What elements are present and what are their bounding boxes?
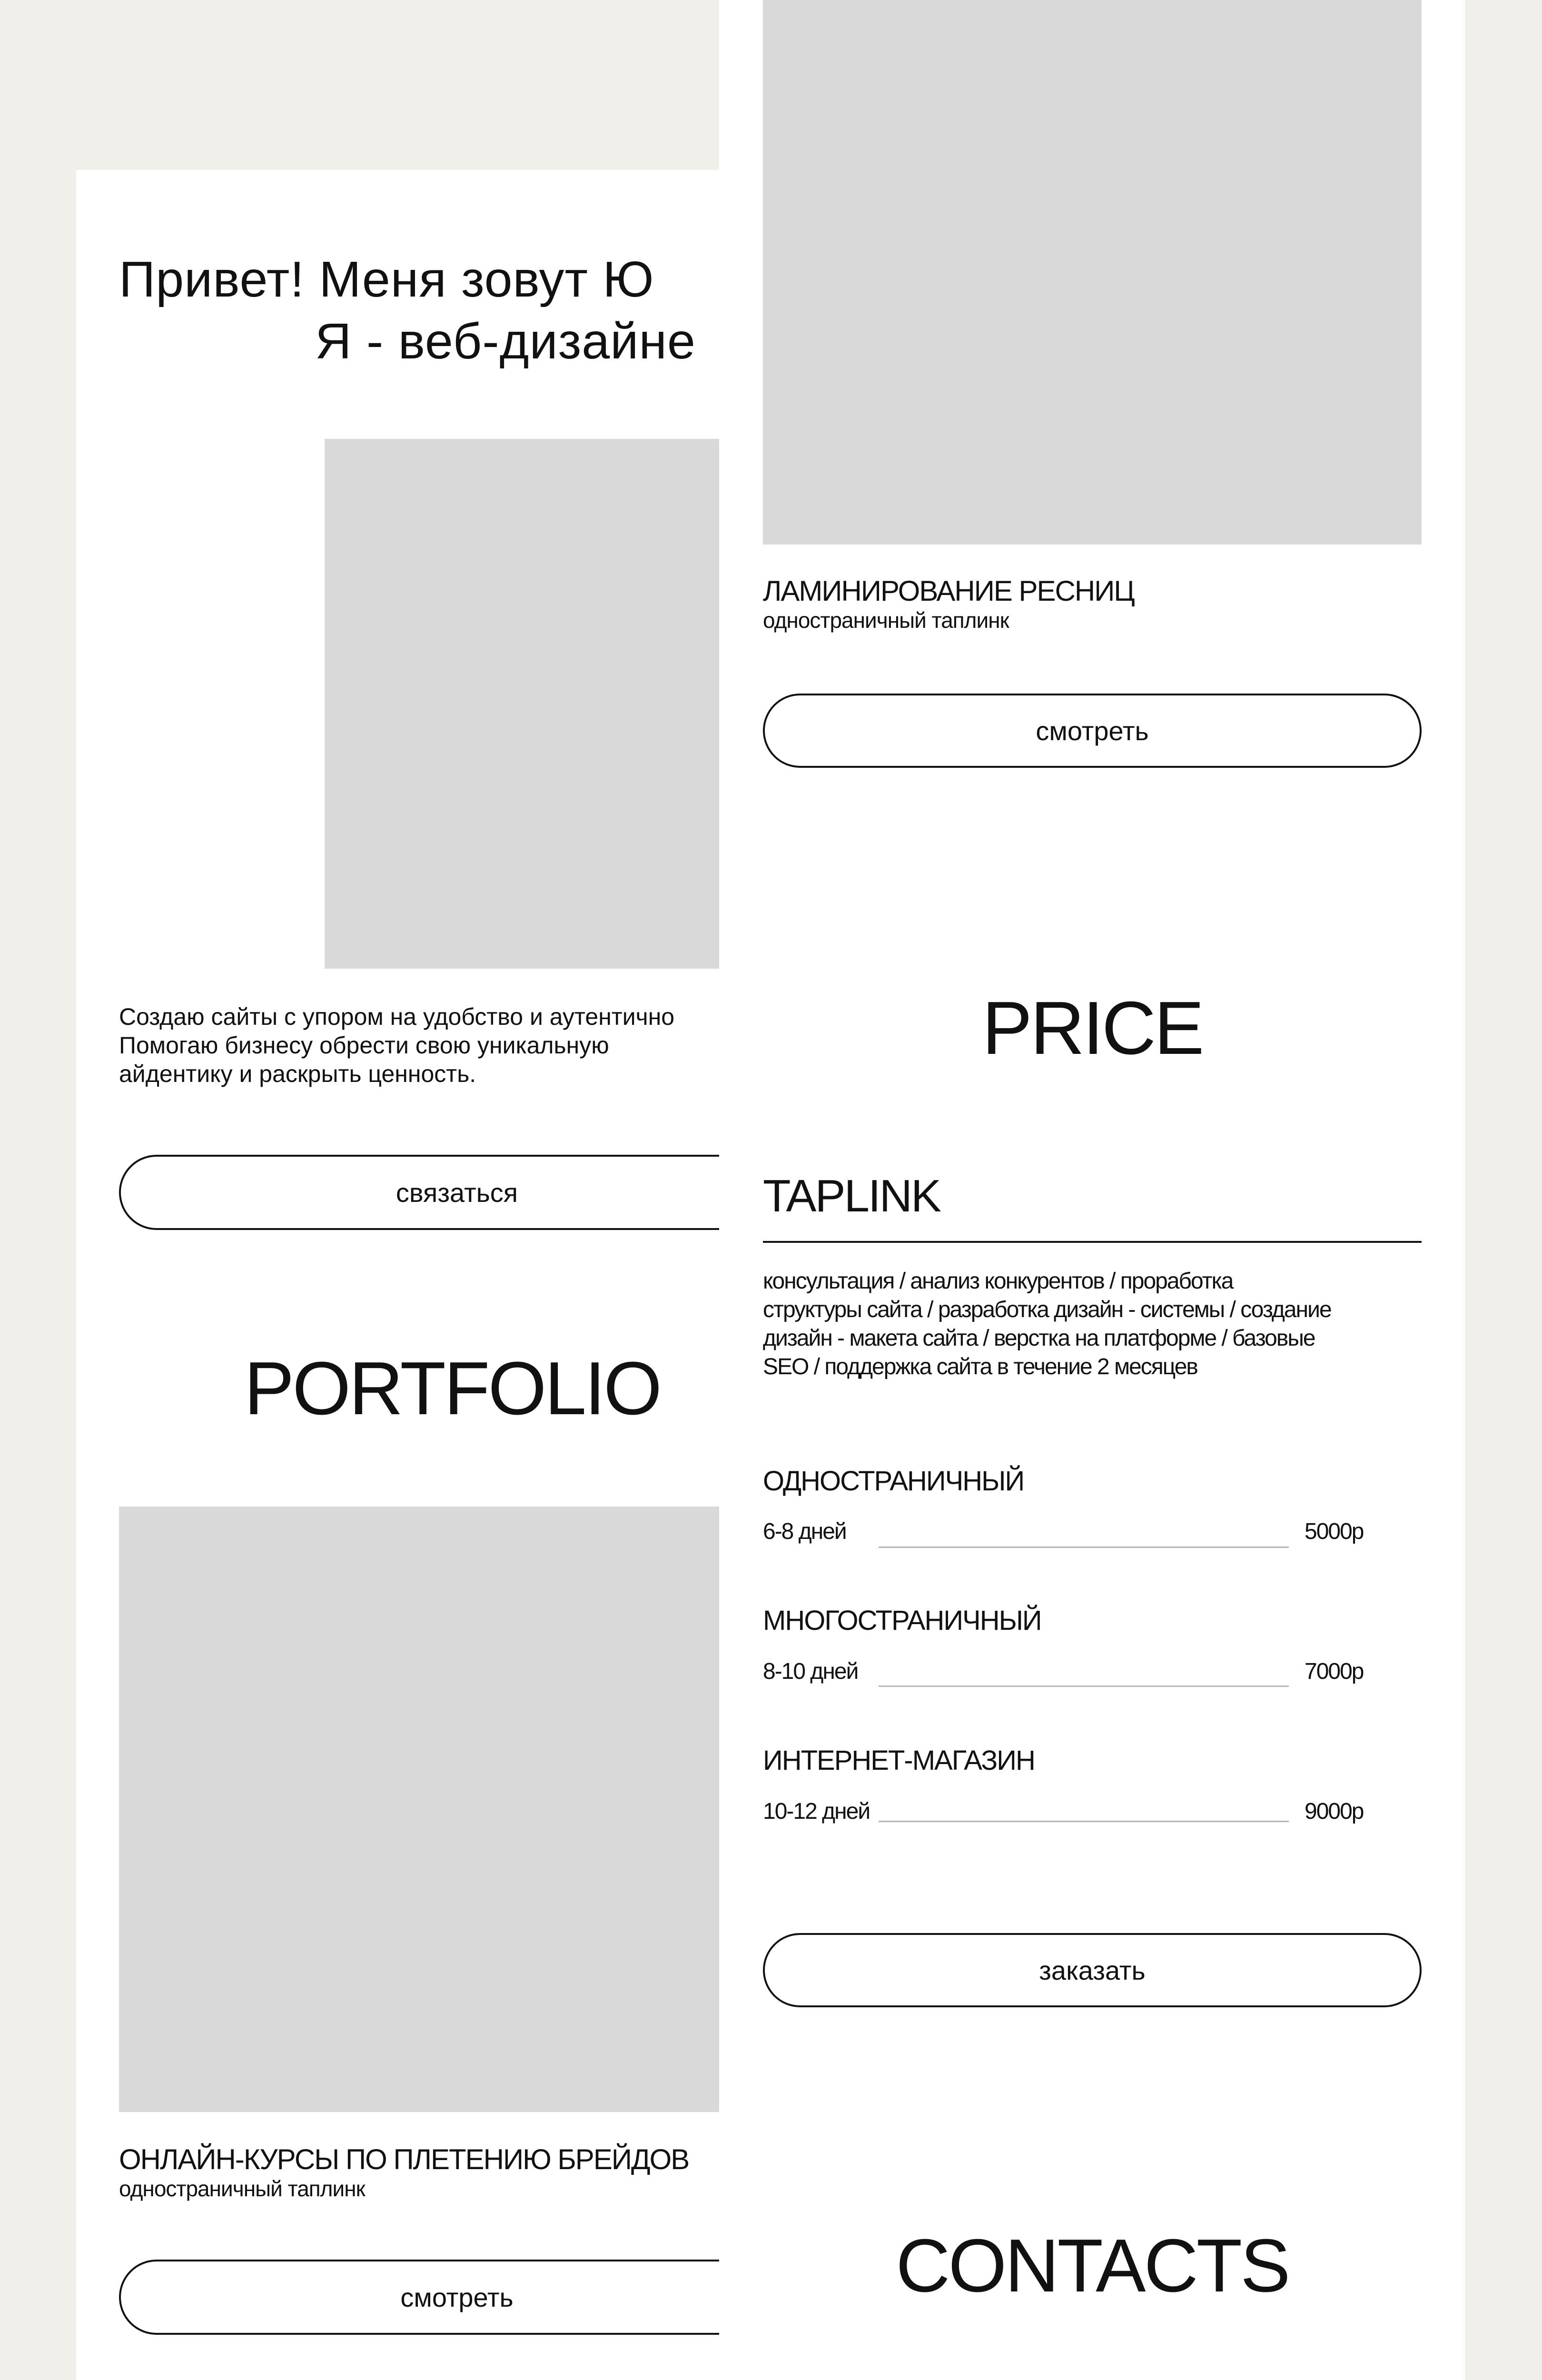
plan-3-name: ИНТЕРНЕТ-МАГАЗИН xyxy=(763,1745,1035,1776)
price-heading: PRICE xyxy=(982,986,1203,1070)
price-product-divider xyxy=(763,1241,1422,1243)
plan-1-price: 5000р xyxy=(1305,1519,1364,1544)
hero-photo-placeholder xyxy=(325,439,776,969)
contacts-heading: CONTACTS xyxy=(896,2224,1289,2308)
contact-button[interactable]: связаться xyxy=(119,1155,776,1230)
portfolio-item-2-title: ЛАМИНИРОВАНИЕ РЕСНИЦ xyxy=(763,575,1134,607)
plan-3-price: 9000р xyxy=(1305,1799,1364,1824)
order-button[interactable]: заказать xyxy=(763,1933,1422,2007)
right-page-panel xyxy=(719,0,1465,2380)
left-page-panel xyxy=(76,170,776,2380)
portfolio-item-2-subtitle: одностраничный таплинк xyxy=(763,608,1009,633)
plan-1-duration: 6-8 дней xyxy=(763,1519,846,1544)
portfolio-item-1-image-placeholder xyxy=(119,1507,776,2112)
price-product-title: TAPLINK xyxy=(763,1170,940,1221)
about-text-line2: Помогаю бизнесу обрести свою уникальную xyxy=(119,1032,609,1059)
hero-greeting-line1: Привет! Меня зовут Ю xyxy=(119,251,654,307)
plan-1-name: ОДНОСТРАНИЧНЫЙ xyxy=(763,1466,1024,1497)
price-description-line2: структуры сайта / разработка дизайн - системы / создание xyxy=(763,1297,1331,1322)
plan-2-price: 7000р xyxy=(1305,1659,1364,1684)
price-description-line1: консультация / анализ конкурентов / проработка xyxy=(763,1269,1233,1294)
portfolio-item-1-subtitle: одностраничный таплинк xyxy=(119,2176,365,2201)
price-description-line4: SEO / поддержка сайта в течение 2 месяцев xyxy=(763,1354,1197,1379)
plan-2-name: МНОГОСТРАНИЧНЫЙ xyxy=(763,1605,1041,1636)
plan-2-leader-line xyxy=(879,1686,1289,1687)
hero-greeting-line2: Я - веб-дизайне xyxy=(315,313,696,369)
plan-1-leader-line xyxy=(879,1547,1289,1548)
plan-3-duration: 10-12 дней xyxy=(763,1799,870,1824)
price-description-line3: дизайн - макета сайта / верстка на платформе / базовые xyxy=(763,1326,1315,1351)
about-text-line3: айдентику и раскрыть ценность. xyxy=(119,1061,476,1087)
portfolio-heading: PORTFOLIO xyxy=(244,1347,661,1430)
portfolio-item-1-view-button[interactable]: смотреть xyxy=(119,2260,776,2335)
portfolio-item-2-image-placeholder xyxy=(763,0,1422,545)
about-text-line1: Создаю сайты с упором на удобство и аутентично xyxy=(119,1003,675,1030)
plan-2-duration: 8-10 дней xyxy=(763,1659,858,1684)
portfolio-item-1-title: ОНЛАЙН-КУРСЫ ПО ПЛЕТЕНИЮ БРЕЙДОВ xyxy=(119,2143,689,2175)
plan-3-leader-line xyxy=(879,1821,1289,1822)
portfolio-item-2-view-button[interactable]: смотреть xyxy=(763,694,1422,768)
